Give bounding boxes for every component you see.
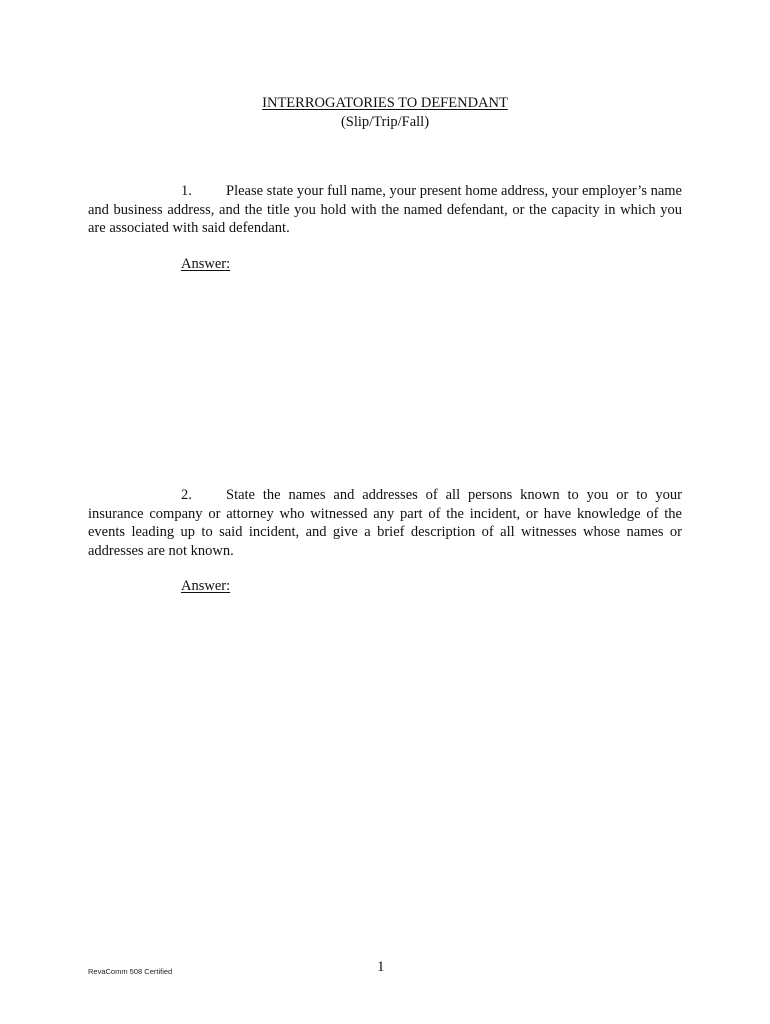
document-title-text: INTERROGATORIES TO DEFENDANT <box>262 95 508 111</box>
interrogatory-1-answer-label: Answer: <box>181 256 231 272</box>
document-subtitle: (Slip/Trip/Fall) <box>340 114 430 130</box>
interrogatory-2 <box>88 486 682 561</box>
interrogatory-1-text: Please state your full name, your present home address, your employer’s name and business address, and the title you hold with the named defendant, or the capacity in which you are associated with said defendant. <box>88 183 682 237</box>
interrogatory-2-number: 2. <box>181 487 192 503</box>
interrogatory-1-number: 1. <box>181 183 192 199</box>
page-number: 1 <box>377 959 385 975</box>
certification-footer: RevaComm 508 Certified <box>88 967 173 976</box>
interrogatory-2-text: State the names and addresses of all persons known to you or to your insurance company or attorney who witnessed any part of the incident, or have knowledge of the events leading up to said incident, and give a brief description of all witnesses whose names or addresses are not known. <box>88 487 682 560</box>
document-title <box>0 94 770 112</box>
interrogatory-1 <box>88 182 682 238</box>
interrogatory-2-answer-label: Answer: <box>181 578 231 594</box>
